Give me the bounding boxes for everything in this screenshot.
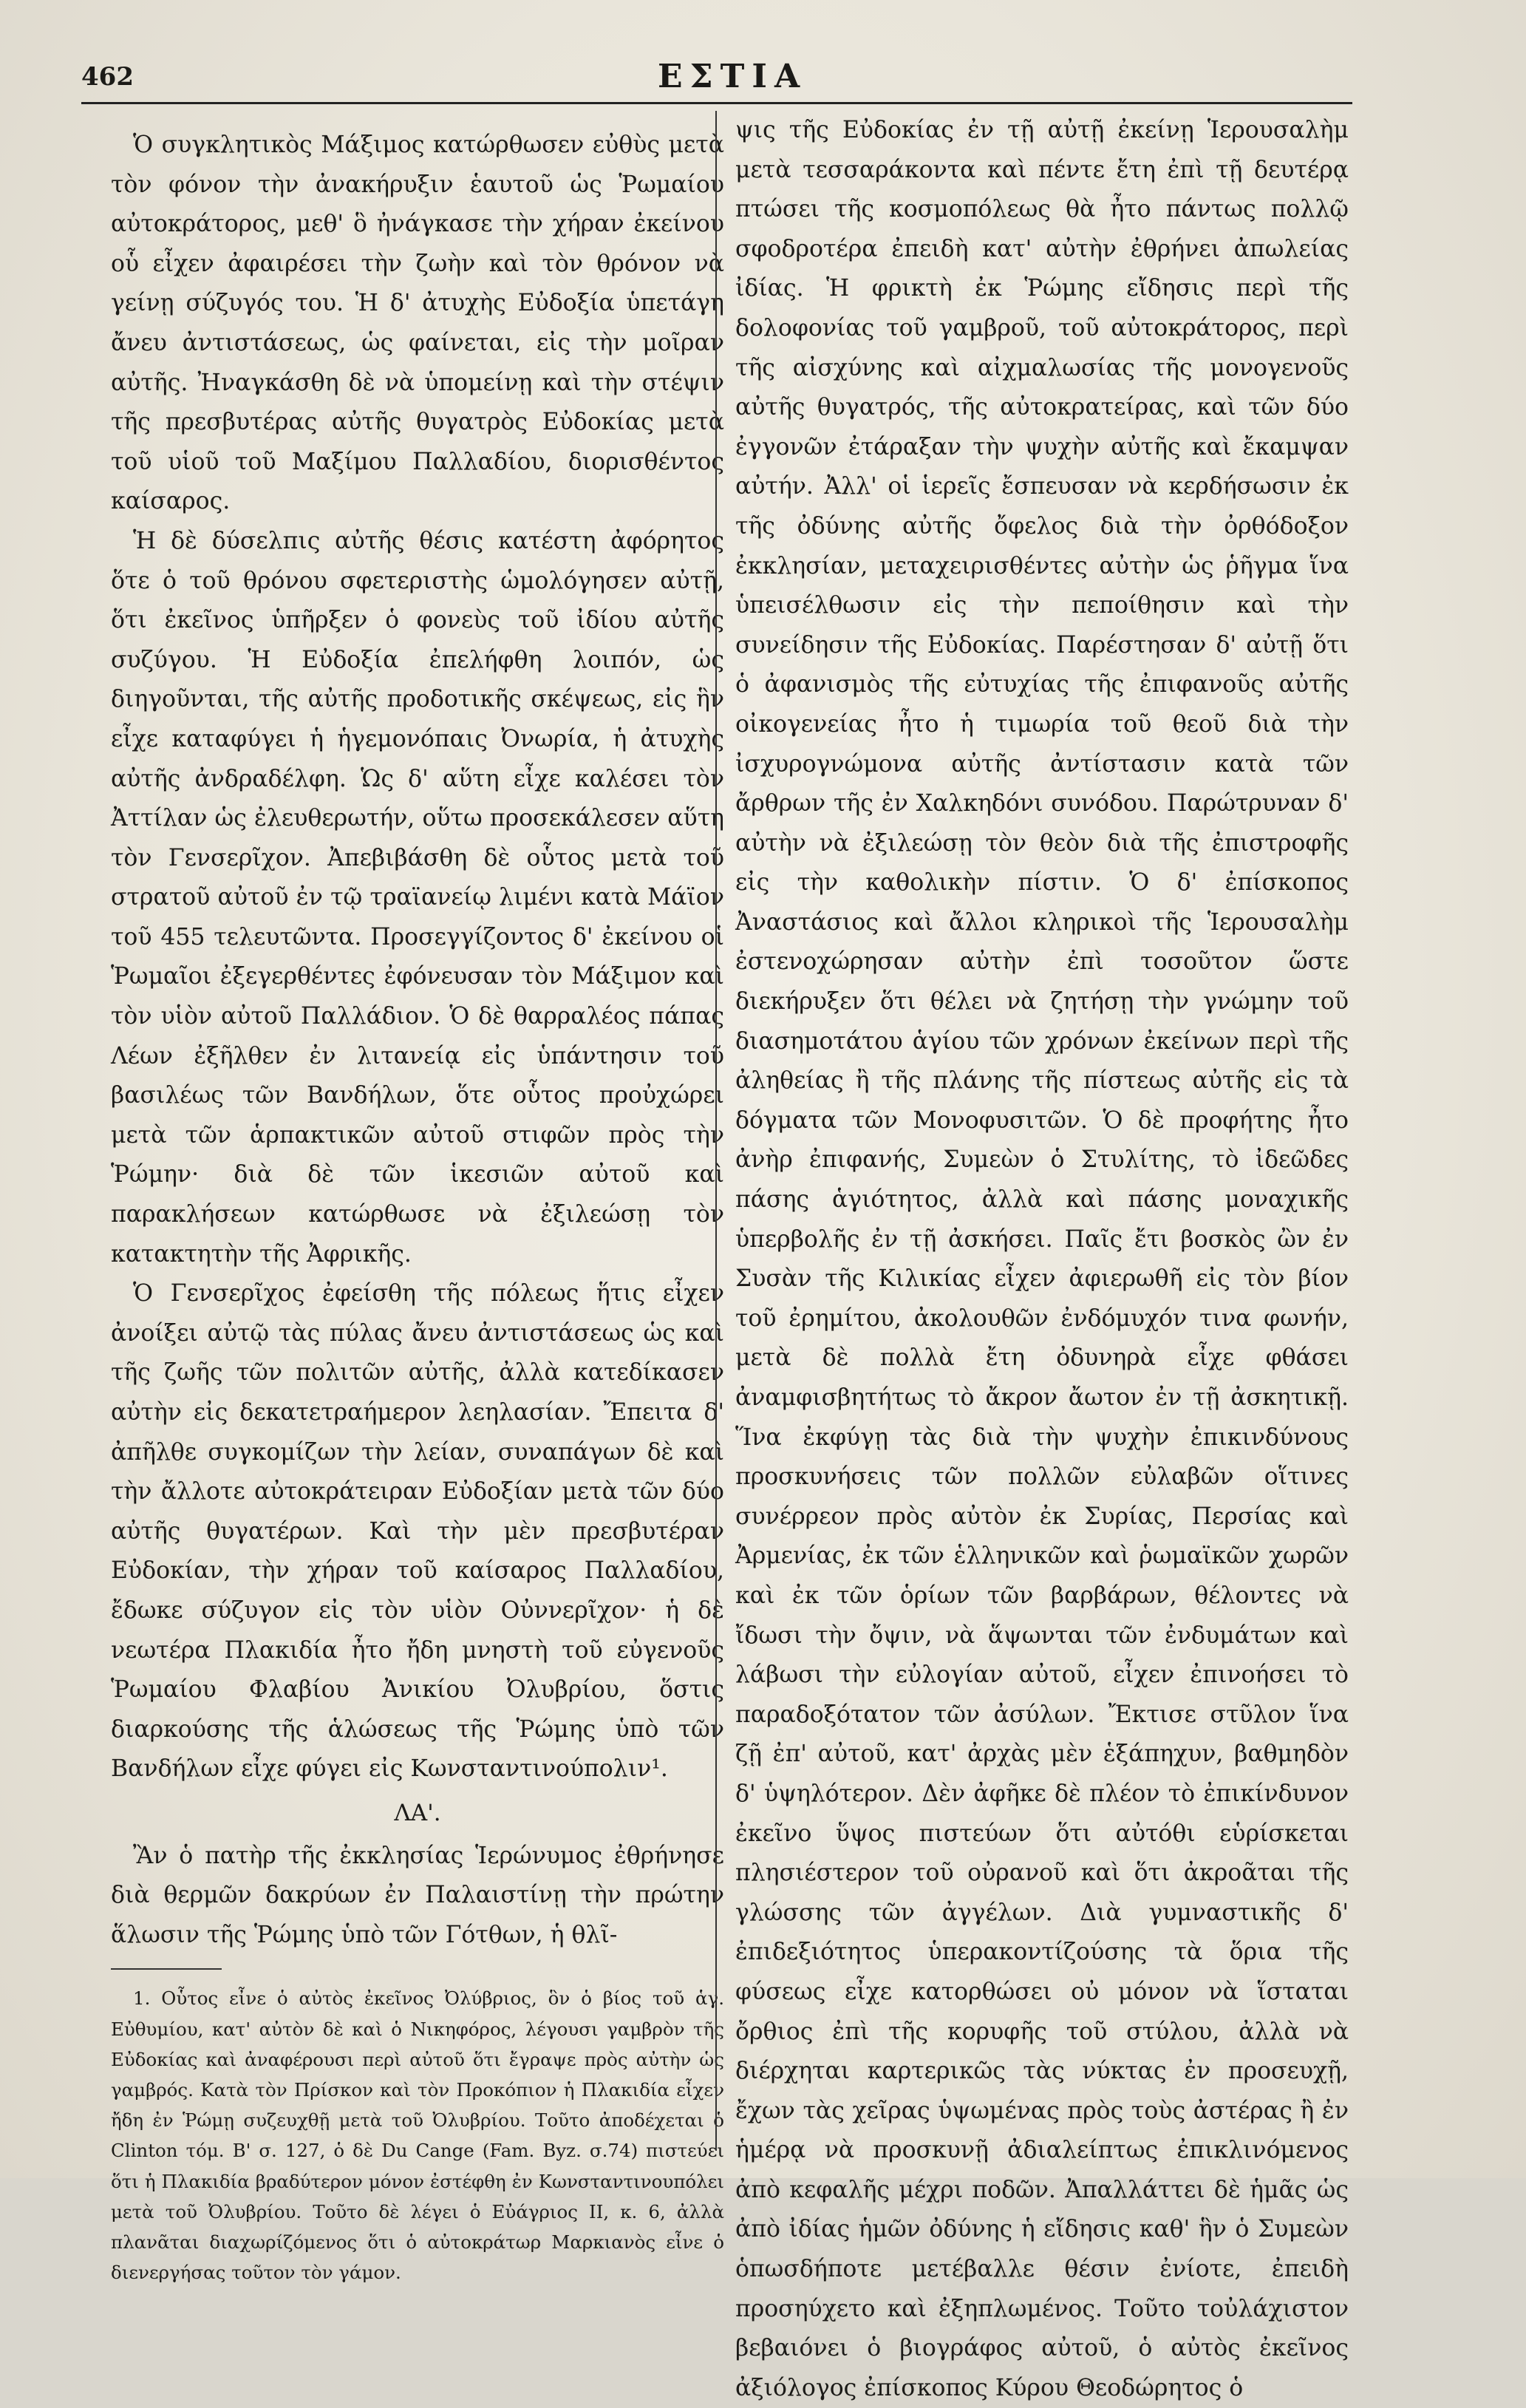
paragraph: Ὁ Γενσερῖχος ἐφείσθη τῆς πόλεως ἥτις εἶχεν ἀνοίξει αὐτῷ τὰς πύλας ἄνευ ἀντιστάσεως ὡς καὶ τῆς ζωῆς τῶν πολιτῶν αὐτῆς, ἀλλὰ κατεδίκασεν αὐτὴν εἰς δεκατετραήμερον λεηλασίαν. Ἔπειτα δ' ἀπῆλθε συγκομίζων τὴν λείαν, συναπάγων δὲ καὶ τὴν ἄλλοτε αὐτοκράτειραν Εὐδοξίαν μετὰ τῶν δύο αὐτῆς θυγατέρων. Καὶ τὴν μὲν πρεσβυτέραν Εὐδοκίαν, τὴν χήραν τοῦ καίσαρος Παλλαδίου, ἔδωκε σύζυγον εἰς τὸν υἱὸν Οὐννερῖχον· ἡ δὲ νεωτέρα Πλακιδία ἦτο ἤδη μνηστὴ τοῦ εὐγενοῦς Ῥωμαίου Φλαβίου Ἀνικίου Ὀλυβρίου, ὅστις διαρκούσης τῆς ἁλώσεως τῆς Ῥώμης ὑπὸ τῶν Βανδήλων εἶχε φύγει εἰς Κωνσταντινούπολιν¹. (111, 1280, 724, 1783)
section-heading: ΛΑ'. (394, 1799, 441, 1826)
header-rule (81, 102, 1352, 104)
footnote-separator (111, 1968, 222, 1970)
page-header (81, 52, 1352, 96)
left-column (111, 126, 724, 2288)
column-divider (715, 111, 717, 2151)
paragraph: Ὁ συγκλητικὸς Μάξιμος κατώρθωσεν εὐθὺς μετὰ τὸν φόνον τὴν ἀνακήρυξιν ἑαυτοῦ ὡς Ῥωμαίου αὐτοκράτορος, μεθ' ὃ ἠνάγκασε τὴν χήραν ἐκείνου οὗ εἶχεν ἀφαιρέσει τὴν ζωὴν καὶ τὸν θρόνον νὰ γείνῃ σύζυγός του. Ἡ δ' ἀτυχὴς Εὐδοξία ὑπετάγη ἄνευ ἀντιστάσεως, ὡς φαίνεται, εἰς τὴν μοῖραν αὐτῆς. Ἠναγκάσθη δὲ νὰ ὑπομείνῃ καὶ τὴν στέψιν τῆς πρεσβυτέρας αὐτῆς θυγατρὸς Εὐδοκίας μετὰ τοῦ υἱοῦ τοῦ Μαξίμου Παλλαδίου, διορισθέντος καίσαρος. (111, 132, 724, 515)
journal-title: ΕΣΤΙΑ (658, 58, 808, 95)
right-column (735, 111, 1349, 2408)
page-number: 462 (81, 62, 134, 92)
paragraph: Ἡ δὲ δύσελπις αὐτῆς θέσις κατέστη ἀφόρητος ὅτε ὁ τοῦ θρόνου σφετεριστὴς ὡμολόγησεν αὐτῇ, ὅτι ἐκεῖνος ὑπῆρξεν ὁ φονεὺς τοῦ ἰδίου αὐτῆς συζύγου. Ἡ Εὐδοξία ἐπελήφθη λοιπόν, ὡς διηγοῦνται, τῆς αὐτῆς προδοτικῆς σκέψεως, εἰς ἣν εἶχε καταφύγει ἡ ἡγεμονόπαις Ὀνωρία, ἡ ἀτυχὴς αὐτῆς ἀνδραδέλφη. Ὡς δ' αὕτη εἶχε καλέσει τὸν Ἀττίλαν ὡς ἐλευθερωτήν, οὕτω προσεκάλεσεν αὕτη τὸν Γενσερῖχον. Ἀπεβιβάσθη δὲ οὗτος μετὰ τοῦ στρατοῦ αὐτοῦ ἐν τῷ τραϊανείῳ λιμένι κατὰ Μάϊον τοῦ 455 τελευτῶντα. Προσεγγίζοντος δ' ἐκείνου οἱ Ῥωμαῖοι ἐξεγερθέντες ἐφόνευσαν τὸν Μάξιμον καὶ τὸν υἱὸν αὐτοῦ Παλλάδιον. Ὁ δὲ θαρραλέος πάπας Λέων ἐξῆλθεν ἐν λιτανείᾳ εἰς ὑπάντησιν τοῦ βασιλέως τῶν Βανδήλων, ὅτε οὗτος προὐχώρει μετὰ τῶν ἁρπακτικῶν αὐτοῦ στιφῶν πρὸς τὴν Ῥώμην· διὰ δὲ τῶν ἱκεσιῶν αὐτοῦ καὶ παρακλήσεων κατώρθωσε νὰ ἐξιλεώσῃ τὸν κατακτητὴν τῆς Ἀφρικῆς. (111, 527, 724, 1268)
paragraph: Ἂν ὁ πατὴρ τῆς ἐκκλησίας Ἱερώνυμος ἐθρήνησε διὰ θερμῶν δακρύων ἐν Παλαιστίνῃ τὴν πρώτην ἅλωσιν τῆς Ῥώμης ὑπὸ τῶν Γότθων, ἡ θλῖ- (111, 1842, 724, 1948)
paragraph: ψις τῆς Εὐδοκίας ἐν τῇ αὐτῇ ἐκείνῃ Ἱερουσαλὴμ μετὰ τεσσαράκοντα καὶ πέντε ἔτη ἐπὶ τῇ δευτέρᾳ πτώσει τῆς κοσμοπόλεως θὰ ἦτο πάντως πολλῷ σφοδροτέρα ἐπειδὴ κατ' αὐτὴν ἐθρήνει ἀπωλείας ἰδίας. Ἡ φρικτὴ ἐκ Ῥώμης εἴδησις περὶ τῆς δολοφονίας τοῦ γαμβροῦ, τοῦ αὐτοκράτορος, περὶ τῆς αἰσχύνης καὶ αἰχμαλωσίας τῆς μονογενοῦς αὐτῆς θυγατρός, τῆς αὐτοκρατείρας, καὶ τῶν δύο ἐγγονῶν ἐτάραξαν τὴν ψυχὴν αὐτῆς καὶ ἔκαμψαν αὐτήν. Ἀλλ' οἱ ἱερεῖς ἔσπευσαν νὰ κερδήσωσιν ἐκ τῆς ὀδύνης αὐτῆς ὄφελος διὰ τὴν ὀρθόδοξον ἐκκλησίαν, μεταχειρισθέντες αὐτὴν ὡς ῥῆγμα ἵνα ὑπεισέλθωσιν εἰς τὴν πεποίθησιν καὶ τὴν συνείδησιν τῆς Εὐδοκίας. Παρέστησαν δ' αὐτῇ ὅτι ὁ ἀφανισμὸς τῆς εὐτυχίας τῆς ἐπιφανοῦς αὐτῆς οἰκογενείας ἦτο ἡ τιμωρία τοῦ θεοῦ διὰ τὴν ἰσχυρογνώμονα αὐτῆς ἀντίστασιν κατὰ τῶν ἄρθρων τῆς ἐν Χαλκηδόνι συνόδου. Παρώτρυναν δ' αὐτὴν νὰ ἐξιλεώσῃ τὸν θεὸν διὰ τῆς ἐπιστροφῆς εἰς τὴν καθολικὴν πίστιν. Ὁ δ' ἐπίσκοπος Ἀναστάσιος καὶ ἄλλοι κληρικοὶ τῆς Ἱερουσαλὴμ ἐστενοχώρησαν αὐτὴν ἐπὶ τοσοῦτον ὥστε διεκήρυξεν ὅτι θέλει νὰ ζητήσῃ τὴν γνώμην τοῦ διασημοτάτου ἁγίου τῶν χρόνων ἐκείνων περὶ τῆς ἀληθείας ἢ τῆς πλάνης τῆς πίστεως αὐτῆς εἰς τὰ δόγματα τῶν Μονοφυσιτῶν. Ὁ δὲ προφήτης ἦτο ἀνὴρ ἐπιφανής, Συμεὼν ὁ Στυλίτης, τὸ ἰδεῶδες πάσης ἁγιότητος, ἀλλὰ καὶ πάσης μοναχικῆς ὑπερβολῆς ἐν τῇ ἀσκήσει. Παῖς ἔτι βοσκὸς ὢν ἐν Συσὰν τῆς Κιλικίας εἶχεν ἀφιερωθῆ εἰς τὸν βίον τοῦ ἐρημίτου, ἀκολουθῶν ἐνδόμυχόν τινα φωνήν, μετὰ δὲ πολλὰ ἔτη ὀδυνηρὰ εἶχε φθάσει ἀναμφισβητήτως τὸ ἄκρον ἄωτον ἐν τῇ ἀσκητικῇ. Ἵνα ἐκφύγῃ τὰς διὰ τὴν ψυχὴν ἐπικινδύνους προσκυνήσεις τῶν πολλῶν εὐλαβῶν οἵτινες συνέρρεον πρὸς αὐτὸν ἐκ Συρίας, Περσίας καὶ Ἀρμενίας, ἐκ τῶν ἑλληνικῶν καὶ ῥωμαϊκῶν χωρῶν καὶ ἐκ τῶν ὁρίων τῶν βαρβάρων, θέλοντες νὰ ἴδωσι τὴν ὄψιν, νὰ ἅψωνται τῶν ἐνδυμάτων καὶ λάβωσι τὴν εὐλογίαν αὐτοῦ, εἶχεν ἐπινοήσει τὸ παραδοξότατον τῶν ἀσύλων. Ἔκτισε στῦλον ἵνα ζῇ ἐπ' αὐτοῦ, κατ' ἀρχὰς μὲν ἑξάπηχυν, βαθμηδὸν δ' ὑψηλότερον. Δὲν ἀφῆκε δὲ πλέον τὸ ἐπικίνδυνον ἐκεῖνο ὕψος πιστεύων ὅτι αὐτόθι εὑρίσκεται πλησιέστερον τοῦ οὐρανοῦ καὶ ὅτι ἀκροᾶται τῆς γλώσσης τῶν ἀγγέλων. Διὰ γυμναστικῆς δ' ἐπιδεξιότητος ὑπερακοντίζούσης τὰ ὅρια τῆς φύσεως εἶχε κατορθώσει οὐ μόνον νὰ ἵσταται ὄρθιος ἐπὶ τῆς κορυφῆς τοῦ στύλου, ἀλλὰ νὰ διέρχηται καρτερικῶς τὰς νύκτας ἐν προσευχῇ, ἔχων τὰς χεῖρας ὑψωμένας πρὸς τοὺς ἀστέρας ἢ ἐν ἡμέρᾳ νὰ προσκυνῇ ἀδιαλείπτως ἐπικλινόμενος ἀπὸ κεφαλῆς μέχρι ποδῶν. Ἀπαλλάττει δὲ ἡμᾶς ὡς ἀπὸ ἰδίας ἡμῶν ὀδύνης ἡ εἴδησις καθ' ἣν ὁ Συμεὼν ὁπωσδήποτε μετέβαλλε θέσιν ἐνίοτε, ἐπειδὴ προσηύχετο καὶ ἐξηπλωμένος. Τοῦτο τοὐλάχιστον βεβαιόνει ὁ βιογράφος αὐτοῦ, ὁ αὐτὸς ἐκεῖνος ἀξιόλογος ἐπίσκοπος Κύρου Θεοδώρητος ὁ (735, 117, 1349, 2401)
footnote: 1. Οὗτος εἶνε ὁ αὐτὸς ἐκεῖνος Ὀλύβριος, ὃν ὁ βίος τοῦ ἁγ. Εὐθυμίου, κατ' αὐτὸν δὲ καὶ ὁ Νικηφόρος, λέγουσι γαμβρὸν τῆς Εὐδοκίας καὶ ἀναφέρουσι περὶ αὐτοῦ ὅτι ἔγραψε πρὸς αὐτὴν ὡς γαμβρός. Κατὰ τὸν Πρίσκον καὶ τὸν Προκόπιον ἡ Πλακιδία εἶχεν ἤδη ἐν Ῥώμῃ συζευχθῇ μετὰ τοῦ Ὀλυβρίου. Τοῦτο ἀποδέχεται ὁ Clinton τόμ. Β' σ. 127, ὁ δὲ Du Cange (Fam. Byz. σ.74) πιστεύει ὅτι ἡ Πλακιδία βραδύτερον μόνον ἐστέφθη ἐν Κωνσταντινουπόλει μετὰ τοῦ Ὀλυβρίου. Τοῦτο δὲ λέγει ὁ Εὐάγριος II, κ. 6, ἀλλὰ πλανᾶται διαχωρίζόμενος ὅτι ὁ αὐτοκράτωρ Μαρκιανὸς εἶνε ὁ διενεργήσας τοῦτον τὸν γάμον. (111, 1987, 724, 2284)
